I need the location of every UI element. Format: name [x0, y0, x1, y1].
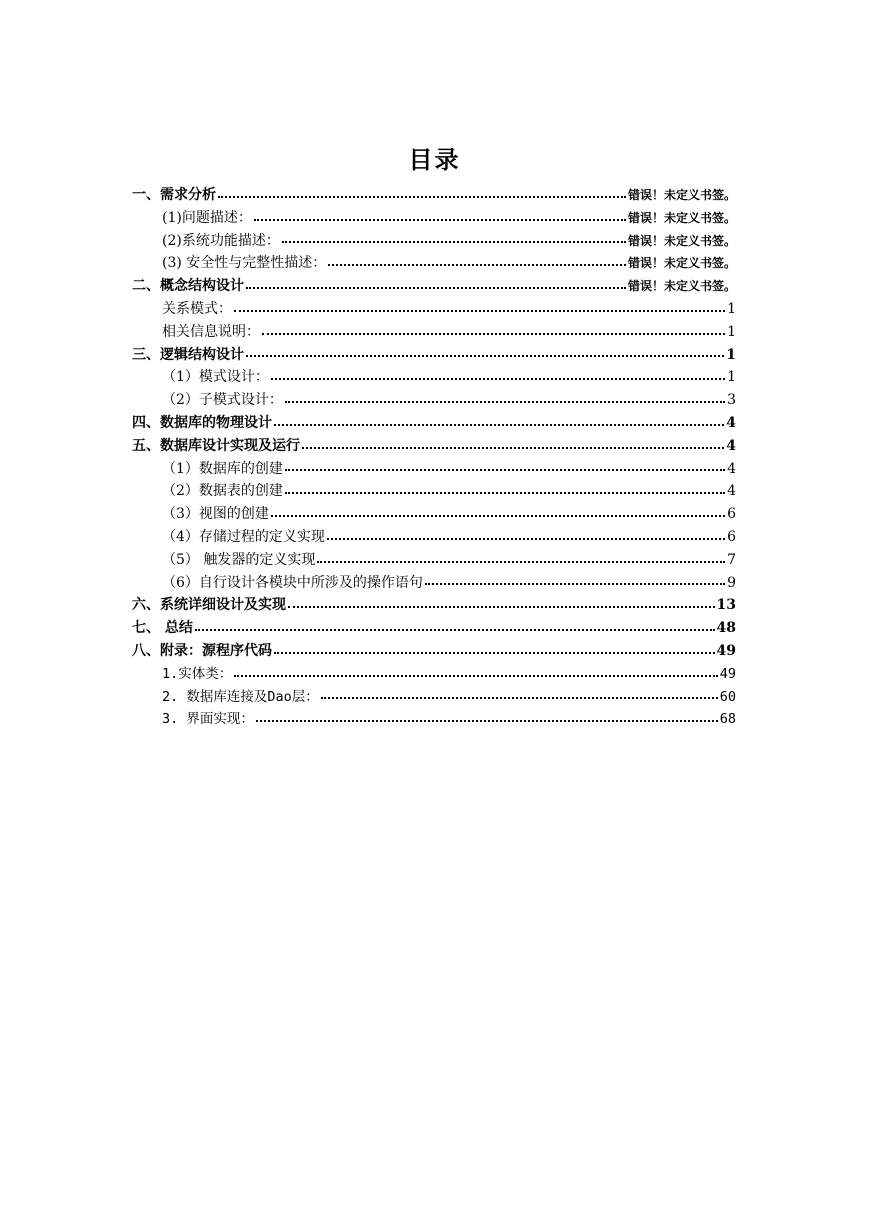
toc-page-number: 9 [727, 574, 736, 591]
toc-page-number: 3 [727, 392, 736, 409]
toc-bookmark-error: 错误！未定义书签。 [627, 279, 736, 294]
toc-entry[interactable] [132, 275, 736, 298]
toc-entry-title: 一、需求分析 [132, 187, 216, 203]
toc-dot-leader [282, 239, 626, 243]
toc-dot-leader [328, 262, 626, 266]
toc-entry-title: （4）存储过程的定义实现 [162, 528, 325, 545]
toc-dot-leader [246, 285, 626, 289]
toc-dot-leader [254, 217, 626, 221]
toc-dot-leader [274, 650, 715, 654]
toc-title: 目录 [408, 145, 461, 174]
toc-entry-title: （1）数据库的创建 [162, 460, 283, 477]
toc-entry-title: 二、概念结构设计 [132, 278, 244, 295]
toc-dot-leader [195, 627, 715, 631]
toc-entry[interactable] [132, 480, 736, 503]
toc-entry[interactable] [132, 503, 736, 526]
toc-entry[interactable] [132, 594, 736, 617]
toc-entry-title: 3. 界面实现： [162, 711, 254, 728]
toc-page-number: 1 [727, 369, 736, 386]
toc-entry-title: （6）自行设计各模块中所涉及的操作语句 [162, 574, 423, 591]
toc-dot-leader [317, 559, 725, 563]
toc-bookmark-error: 错误！未定义书签。 [627, 256, 736, 271]
toc-page-number: 1 [726, 346, 736, 363]
toc-dot-leader [425, 581, 725, 585]
toc-entry-title: （2）数据表的创建 [162, 483, 283, 500]
toc-entry[interactable] [132, 230, 736, 253]
toc-entry-title: （3）视图的创建 [162, 506, 269, 523]
toc-page-number: 1 [727, 300, 736, 317]
toc-page-number: 7 [727, 551, 736, 568]
toc-entry-title: 六、系统详细设计及实现 [132, 597, 286, 614]
toc-entry-title: (1)问题描述： [162, 209, 252, 226]
toc-dot-leader [285, 490, 725, 494]
toc-dot-leader [302, 445, 724, 449]
toc-page-number: 4 [726, 437, 736, 454]
toc-dot-leader [321, 695, 718, 699]
toc-entry[interactable] [132, 184, 736, 207]
toc-entry-title: 八、附录：源程序代码 [132, 642, 272, 659]
toc-bookmark-error: 错误！未定义书签。 [627, 210, 736, 225]
toc-entry[interactable] [132, 617, 736, 640]
toc-dot-leader [234, 308, 725, 312]
toc-entry-title: (2)系统功能描述： [162, 232, 280, 249]
toc-dot-leader [234, 673, 717, 677]
toc-entry[interactable] [132, 252, 736, 275]
toc-entry[interactable] [132, 298, 736, 321]
toc-dot-leader [327, 536, 725, 540]
toc-dot-leader [262, 331, 725, 335]
toc-page-number: 6 [727, 528, 736, 545]
toc-entry[interactable] [132, 549, 736, 572]
toc-dot-leader [256, 718, 718, 722]
toc-dot-leader [285, 399, 725, 403]
toc-dot-leader [288, 604, 715, 608]
toc-entry[interactable] [132, 389, 736, 412]
toc-dot-leader [271, 376, 725, 380]
toc-dot-leader [218, 194, 626, 198]
toc-dot-leader [246, 353, 724, 357]
toc-entry[interactable] [132, 640, 736, 663]
toc-entry-title: 关系模式： [162, 300, 232, 317]
toc-entry[interactable] [132, 708, 736, 731]
toc-dot-leader [271, 513, 725, 517]
toc-entry[interactable] [132, 366, 736, 389]
toc-page-number: 6 [727, 506, 736, 523]
toc-entry-title: (3) 安全性与完整性描述： [162, 255, 327, 272]
toc-entry[interactable] [132, 207, 736, 230]
toc-entry-title: （5） 触发器的定义实现 [162, 551, 316, 568]
toc-entry[interactable] [132, 321, 736, 344]
toc-entry-title: 三、逻辑结构设计 [132, 346, 244, 363]
toc-entry-title: 1.实体类： [162, 665, 233, 682]
toc-entry-title: 四、数据库的物理设计 [132, 414, 272, 431]
toc-page-number: 60 [719, 688, 736, 705]
toc-entry-title: 2. 数据库连接及Dao层： [162, 688, 319, 705]
toc-page-number: 4 [727, 483, 736, 500]
table-of-contents [132, 184, 736, 731]
toc-entry[interactable] [132, 572, 736, 595]
toc-page-number: 68 [719, 711, 736, 728]
toc-entry[interactable] [132, 526, 736, 549]
toc-entry[interactable] [132, 686, 736, 709]
toc-entry-title: 五、数据库设计实现及运行 [132, 437, 300, 454]
toc-entry[interactable] [132, 344, 736, 367]
toc-page-number: 4 [727, 460, 736, 477]
toc-entry[interactable] [132, 458, 736, 481]
toc-entry[interactable] [132, 412, 736, 435]
toc-dot-leader [274, 422, 724, 426]
toc-page-number: 1 [727, 323, 736, 340]
toc-bookmark-error: 错误！未定义书签。 [627, 233, 736, 248]
toc-entry-title: （1）模式设计： [162, 369, 269, 386]
toc-entry-title: 七、 总结 [132, 620, 193, 637]
toc-page-number: 48 [716, 620, 736, 637]
toc-dot-leader [285, 467, 725, 471]
toc-entry[interactable] [132, 663, 736, 686]
toc-page-number: 13 [716, 597, 736, 614]
toc-page-number: 49 [719, 665, 736, 682]
toc-page-number: 49 [716, 642, 736, 659]
toc-entry-title: 相关信息说明： [162, 323, 260, 340]
toc-entry-title: （2）子模式设计： [162, 392, 283, 409]
toc-bookmark-error: 错误！未定义书签。 [627, 188, 736, 202]
toc-entry[interactable] [132, 435, 736, 458]
toc-page-number: 4 [726, 414, 736, 431]
